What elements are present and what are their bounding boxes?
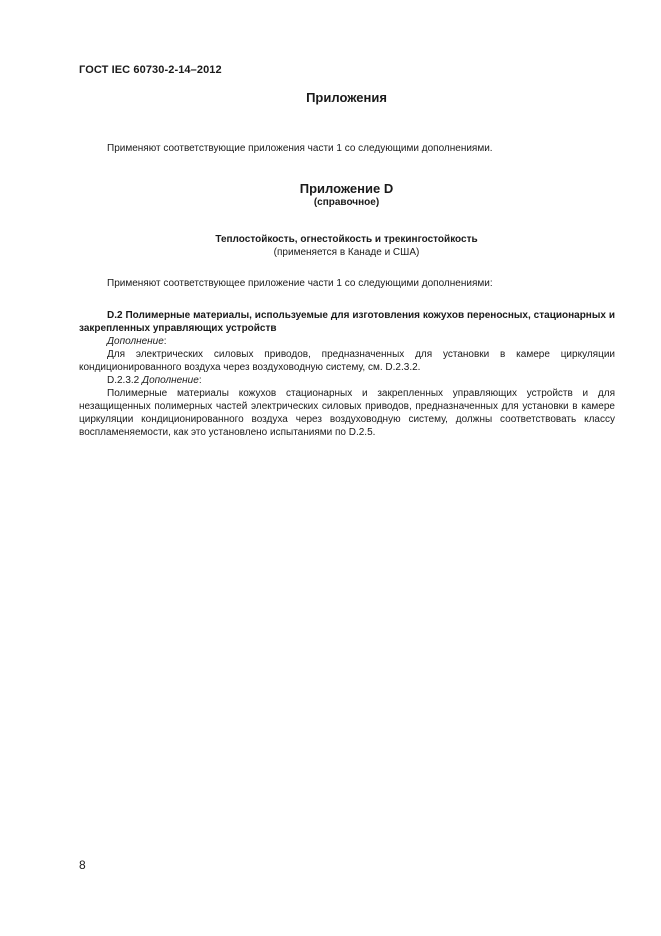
clause-d232-addition-label: Дополнение	[142, 375, 199, 386]
clause-d232-text: Полимерные материалы кожухов стационарных и закрепленных управляющих устройств и для незащищенных полимерных частей электрических силовых приводов, предназначенных для установки в камере циркуляции кондиционированного воздуха через воздуховодную систему, должны соответствовать классу воспламеняемости, как это установлено испытаниями по D.2.5.	[79, 388, 615, 438]
annex-d-title: Приложение D	[299, 181, 394, 196]
annex-d-heading: Теплостойкость, огнестойкость и трекингостойкость	[215, 234, 478, 245]
page-number: 8	[79, 858, 86, 872]
clause-d232-number: D.2.3.2	[107, 375, 140, 386]
standard-id: ГОСТ IEC 60730-2-14–2012	[79, 64, 222, 76]
clause-d2-addition-text: Для электрических силовых приводов, предназначенных для установки в камере циркуляции кондиционированного воздуха через воздуховодную систему, см. D.2.3.2.	[79, 349, 615, 373]
addition-label: Дополнение	[107, 336, 164, 347]
clause-d2-heading	[79, 309, 615, 335]
annex-d-scope-note: (применяется в Канаде и США)	[273, 247, 420, 258]
clause-d232-heading: D.2.3.2 Дополнение:	[107, 375, 202, 386]
clause-d2-title: Полимерные материалы, используемые для изготовления кожухов переносных, стационарных и закрепленных управляющих устройств	[79, 310, 615, 334]
annex-d-status: (справочное)	[313, 197, 380, 208]
clause-d2-number: D.2	[107, 310, 123, 321]
appendices-title: Приложения	[306, 90, 387, 105]
clause-d2-addition-label: Дополнение:	[107, 336, 167, 347]
appendices-intro: Применяют соответствующие приложения части 1 со следующими дополнениями.	[107, 143, 493, 154]
annex-d-intro: Применяют соответствующее приложение части 1 со следующими дополнениями:	[107, 278, 493, 289]
